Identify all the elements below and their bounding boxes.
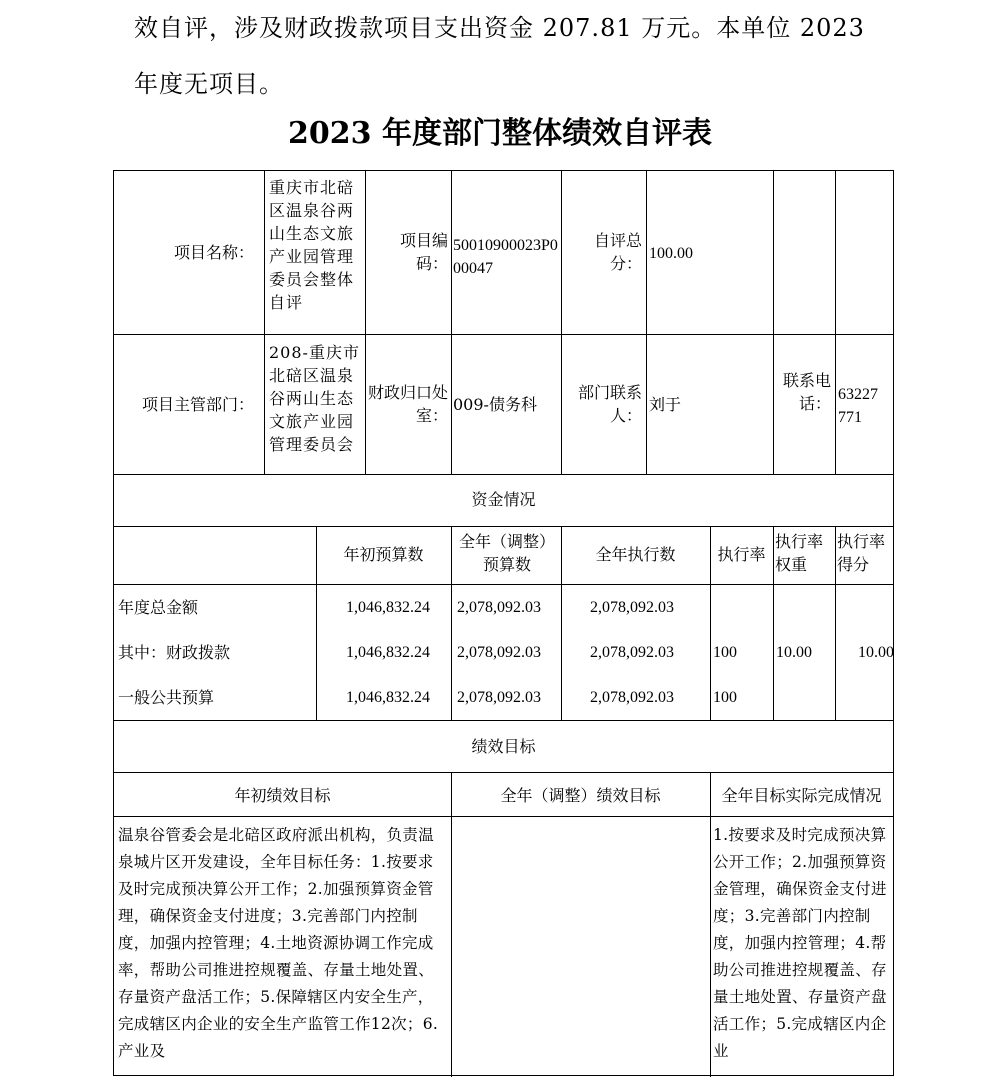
dept-value: 208-重庆市北碚区温泉谷两山生态文旅产业园管理委员会 — [269, 343, 360, 454]
row-divider — [114, 816, 893, 817]
col-divider — [451, 526, 452, 720]
project-name-label: 项目名称： — [173, 243, 254, 262]
funds-row-adjusted: 2,078,092.03 — [457, 599, 541, 616]
funds-section-title: 资金情况 — [471, 490, 536, 509]
self-evaluation-table — [113, 170, 894, 1076]
finance-office-label: 财政归口处室： — [367, 383, 448, 425]
table-title: 2023 年度部门整体绩效自评表 — [288, 116, 712, 151]
score-label: 自评总分： — [593, 231, 642, 273]
goals-header-actual: 全年目标实际完成情况 — [721, 786, 882, 805]
funds-row-label: 年度总金额 — [118, 598, 199, 617]
funds-header-rate: 执行率 — [717, 545, 766, 564]
initial-goal-text: 温泉谷管委会是北碚区政府派出机构，负责温泉城片区开发建设，全年目标任务：1.按要求及时完成预决算公开工作；2.加强预算资金管理，确保资金支付进度；3.完善部门内控制度，加强内控管理；4.土地资源协调工作完成率，帮助公司推进控规覆盖、存量土地处置、存量资产盘活工作；5.保障辖区内安全生产，完成辖区内企业的安全生产监管工作12次；6.产业及 — [118, 826, 439, 1060]
row-divider — [114, 720, 893, 721]
col-divider — [835, 171, 836, 474]
funds-row-initial: 1,046,832.24 — [346, 599, 430, 616]
col-divider — [773, 171, 774, 474]
col-divider — [835, 526, 836, 720]
row-divider — [114, 474, 893, 475]
funds-row-adjusted: 2,078,092.03 — [457, 644, 541, 661]
project-code-label: 项目编码： — [399, 231, 448, 273]
funds-header-score: 执行率得分 — [837, 532, 886, 574]
funds-row-score: 10.00 — [858, 644, 894, 661]
col-divider — [710, 772, 711, 1077]
funds-header-initial: 年初预算数 — [343, 545, 424, 564]
funds-row-label: 其中：财政拨款 — [118, 643, 231, 662]
goals-header-adjusted: 全年（调整）绩效目标 — [500, 786, 661, 805]
phone-label: 联系电话： — [782, 371, 831, 413]
col-divider — [451, 171, 452, 474]
score-value: 100.00 — [649, 245, 693, 262]
col-divider — [561, 171, 562, 474]
col-divider — [365, 171, 366, 474]
intro-paragraph — [134, 0, 894, 112]
funds-row-label: 一般公共预算 — [118, 688, 215, 707]
funds-row-adjusted: 2,078,092.03 — [457, 689, 541, 706]
funds-row-executed: 2,078,092.03 — [590, 689, 674, 706]
goals-header-initial: 年初绩效目标 — [234, 786, 331, 805]
col-divider — [264, 171, 265, 474]
funds-row-initial: 1,046,832.24 — [346, 644, 430, 661]
funds-row-executed: 2,078,092.03 — [590, 644, 674, 661]
row-divider — [114, 772, 893, 773]
funds-header-adjusted: 全年（调整）预算数 — [459, 532, 556, 574]
dept-label: 项目主管部门： — [141, 395, 254, 414]
actual-completion-text: 1.按要求及时完成预决算公开工作；2.加强预算资金管理，确保资金支付进度；3.完善部门内控制度，加强内控管理；4.帮助公司推进控规覆盖、存量土地处置、存量资产盘活工作；5.完成辖区内企业 — [713, 826, 887, 1060]
col-divider — [451, 772, 452, 1077]
funds-row-rate: 100 — [713, 644, 737, 661]
col-divider — [646, 171, 647, 474]
row-divider — [114, 334, 893, 335]
funds-row-weight: 10.00 — [776, 644, 812, 661]
phone-value: 63227771 — [838, 386, 878, 426]
intro-line-1: 效自评，涉及财政拨款项目支出资金 207.81 万元。本单位 2023 — [134, 14, 865, 42]
goals-section-title: 绩效目标 — [471, 737, 536, 756]
funds-row-executed: 2,078,092.03 — [590, 599, 674, 616]
funds-row-rate: 100 — [713, 689, 737, 706]
col-divider — [773, 526, 774, 720]
finance-office-value: 009-债务科 — [453, 395, 537, 414]
funds-row-initial: 1,046,832.24 — [346, 689, 430, 706]
funds-header-executed: 全年执行数 — [595, 545, 676, 564]
contact-person-label: 部门联系人： — [577, 383, 642, 425]
intro-line-2: 年度无项目。 — [134, 70, 284, 98]
row-divider — [114, 584, 893, 585]
contact-person-value: 刘于 — [649, 395, 682, 414]
funds-header-weight: 执行率权重 — [775, 532, 824, 574]
row-divider — [114, 526, 893, 527]
project-name-value: 重庆市北碚区温泉谷两山生态文旅产业园管理委员会整体自评 — [269, 178, 355, 312]
project-code-value: 50010900023P000047 — [453, 237, 558, 277]
